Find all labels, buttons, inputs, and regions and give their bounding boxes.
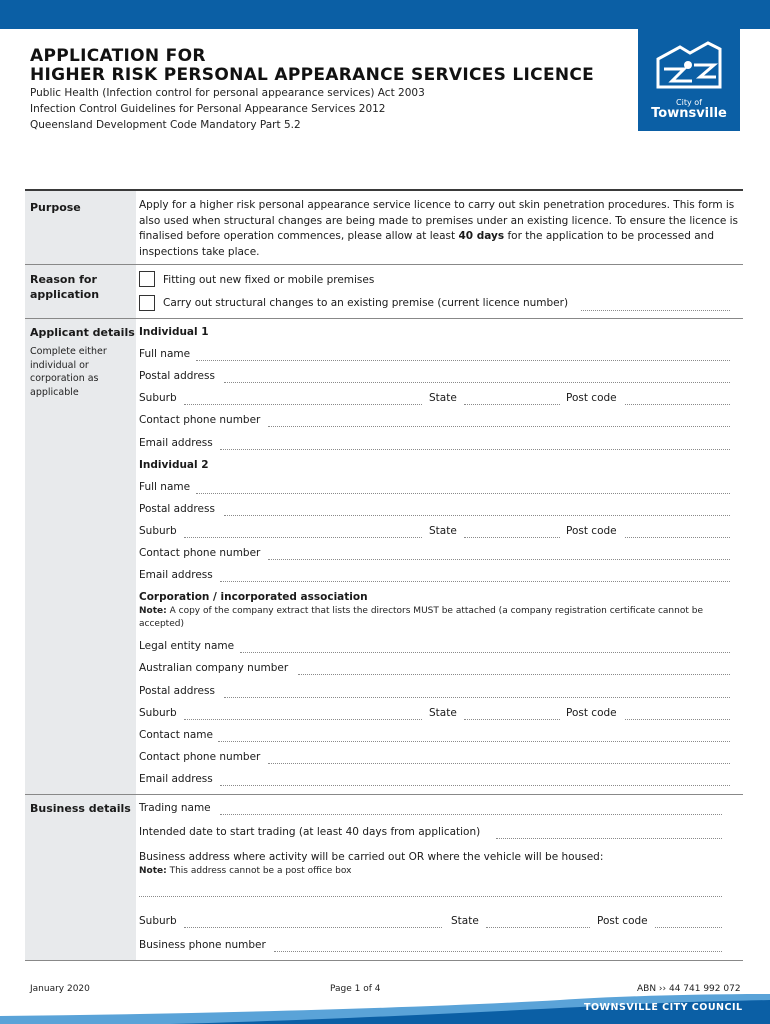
title-line-1: APPLICATION FOR xyxy=(30,46,206,66)
ind1-state-field[interactable] xyxy=(464,404,560,405)
top-brand-bar xyxy=(0,0,770,29)
corp-postal-label: Postal address xyxy=(139,685,215,697)
business-label: Business details xyxy=(30,802,131,815)
ind1-postcode-label: Post code xyxy=(566,392,617,404)
ind2-postal-label: Postal address xyxy=(139,503,215,515)
legislation-2: Infection Control Guidelines for Personal Appearance Services 2012 xyxy=(30,103,386,115)
footer-council-name: TOWNSVILLE CITY COUNCIL xyxy=(584,1002,743,1013)
legislation-1: Public Health (Infection control for personal appearance services) Act 2003 xyxy=(30,87,425,99)
ind2-postcode-field[interactable] xyxy=(625,537,730,538)
divider-bottom xyxy=(25,960,743,961)
ind1-phone-field[interactable] xyxy=(268,426,730,427)
townsville-logo-icon xyxy=(638,29,740,99)
option-new-premises: Fitting out new fixed or mobile premises xyxy=(163,274,375,286)
acn-label: Australian company number xyxy=(139,662,289,674)
individual-2-heading: Individual 2 xyxy=(139,459,209,471)
footer-abn: ABN ›› 44 741 992 072 xyxy=(637,984,741,994)
business-state-field[interactable] xyxy=(486,927,590,928)
ind2-postal-field[interactable] xyxy=(224,515,730,516)
logo-city-of: City of xyxy=(676,98,702,107)
business-note-text: This address cannot be a post office box xyxy=(169,866,352,876)
corporation-note xyxy=(139,605,745,631)
ind1-phone-label: Contact phone number xyxy=(139,414,261,426)
legal-entity-label: Legal entity name xyxy=(139,640,235,652)
title-line-2: HIGHER RISK PERSONAL APPEARANCE SERVICES LICENCE xyxy=(30,65,595,85)
footer-page-number: Page 1 of 4 xyxy=(330,984,381,994)
legal-entity-field[interactable] xyxy=(240,652,730,653)
ind2-phone-label: Contact phone number xyxy=(139,547,261,559)
purpose-label: Purpose xyxy=(30,201,81,214)
business-address-note xyxy=(139,865,351,878)
ind1-postal-field[interactable] xyxy=(224,382,730,383)
applicant-hint: Complete either individual or corporation as applicable xyxy=(30,346,107,398)
ind2-suburb-field[interactable] xyxy=(184,537,422,538)
checkbox-new-premises[interactable] xyxy=(139,271,155,287)
contact-name-field[interactable] xyxy=(218,741,730,742)
option-structural-changes: Carry out structural changes to an existing premise (current licence number) xyxy=(163,297,569,309)
corp-suburb-field[interactable] xyxy=(184,719,422,720)
page-title xyxy=(30,47,594,85)
ind2-state-label: State xyxy=(429,525,457,537)
corp-email-field[interactable] xyxy=(220,785,730,786)
ind2-email-field[interactable] xyxy=(220,581,730,582)
divider-top xyxy=(25,189,743,191)
ind2-full-name-label: Full name xyxy=(139,481,191,493)
licence-number-field[interactable] xyxy=(581,310,730,311)
business-state-label: State xyxy=(451,915,479,927)
business-phone-label: Business phone number xyxy=(139,939,266,951)
legislation-3: Queensland Development Code Mandatory Part 5.2 xyxy=(30,119,301,131)
corp-email-label: Email address xyxy=(139,773,213,785)
council-logo xyxy=(638,29,740,131)
ind1-postal-label: Postal address xyxy=(139,370,215,382)
footer-date: January 2020 xyxy=(30,984,90,994)
ind1-email-label: Email address xyxy=(139,437,213,449)
trading-name-field[interactable] xyxy=(220,814,722,815)
individual-1-heading: Individual 1 xyxy=(139,326,209,338)
business-address-field[interactable] xyxy=(139,896,722,897)
corporation-note-label: Note: xyxy=(139,606,167,616)
ind1-full-name-label: Full name xyxy=(139,348,191,360)
corp-postcode-field[interactable] xyxy=(625,719,730,720)
contact-name-label: Contact name xyxy=(139,729,213,741)
business-suburb-field[interactable] xyxy=(184,927,442,928)
start-date-field[interactable] xyxy=(496,838,722,839)
purpose-text-start: Apply for a higher risk personal appearance service licence to carry out skin penetration procedures. This form is also used when structural changes are being made to premises under an existing licence. To ensure the licence is finalised before operation commences, please allow at least xyxy=(139,199,739,242)
ind1-full-name-field[interactable] xyxy=(196,360,730,361)
business-phone-field[interactable] xyxy=(274,951,722,952)
corp-postal-field[interactable] xyxy=(224,697,730,698)
label-column xyxy=(25,190,136,960)
ind1-suburb-label: Suburb xyxy=(139,392,177,404)
corp-state-field[interactable] xyxy=(464,719,560,720)
corp-postcode-label: Post code xyxy=(566,707,617,719)
purpose-text xyxy=(139,198,739,260)
ind2-full-name-field[interactable] xyxy=(196,493,730,494)
business-postcode-field[interactable] xyxy=(655,927,722,928)
ind1-postcode-field[interactable] xyxy=(625,404,730,405)
corp-state-label: State xyxy=(429,707,457,719)
logo-townsville: Townsville xyxy=(651,106,727,121)
purpose-text-days: 40 days xyxy=(458,230,505,242)
ind1-email-field[interactable] xyxy=(220,449,730,450)
divider-applicant xyxy=(25,794,743,795)
divider-reason xyxy=(25,318,743,319)
acn-field[interactable] xyxy=(298,674,730,675)
ind2-postcode-label: Post code xyxy=(566,525,617,537)
business-suburb-label: Suburb xyxy=(139,915,177,927)
corporation-note-text: A copy of the company extract that lists the directors MUST be attached (a company registration certificate cannot be accepted) xyxy=(139,606,703,629)
ind2-suburb-label: Suburb xyxy=(139,525,177,537)
checkbox-structural-changes[interactable] xyxy=(139,295,155,311)
applicant-label: Applicant details xyxy=(30,326,135,339)
ind1-state-label: State xyxy=(429,392,457,404)
purpose-text-end: for the application to be processed and inspections take place. xyxy=(139,230,714,258)
divider-purpose xyxy=(25,264,743,265)
corp-suburb-label: Suburb xyxy=(139,707,177,719)
reason-label: Reason for application xyxy=(30,273,100,301)
start-date-label: Intended date to start trading (at least 40 days from application) xyxy=(139,826,481,838)
business-address-label: Business address where activity will be carried out OR where the vehicle will be housed: xyxy=(139,851,604,863)
ind2-phone-field[interactable] xyxy=(268,559,730,560)
corp-phone-label: Contact phone number xyxy=(139,751,261,763)
business-note-label: Note: xyxy=(139,866,167,876)
ind2-email-label: Email address xyxy=(139,569,213,581)
business-postcode-label: Post code xyxy=(597,915,648,927)
ind2-state-field[interactable] xyxy=(464,537,560,538)
ind1-suburb-field[interactable] xyxy=(184,404,422,405)
corp-phone-field[interactable] xyxy=(268,763,730,764)
corporation-heading: Corporation / incorporated association xyxy=(139,591,368,603)
trading-name-label: Trading name xyxy=(139,802,211,814)
